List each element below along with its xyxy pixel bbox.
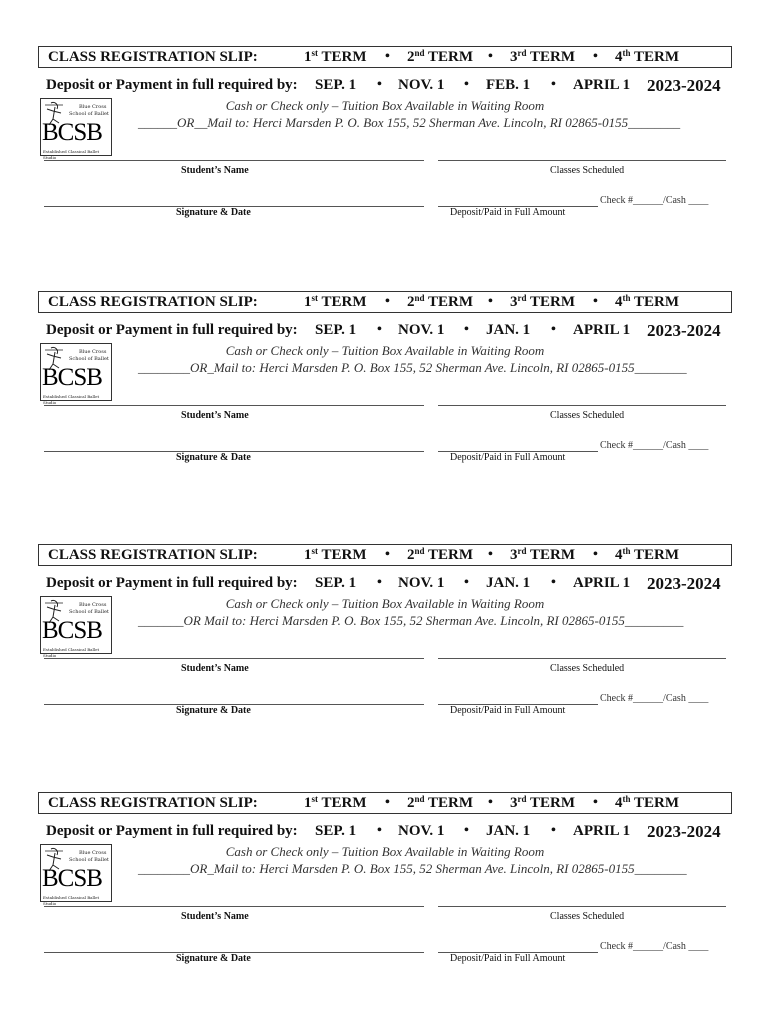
classes-scheduled-label: Classes Scheduled xyxy=(550,663,625,674)
classes-scheduled-label: Classes Scheduled xyxy=(550,911,625,922)
logo-line-2: School of Ballet xyxy=(69,356,109,362)
term-2[interactable] xyxy=(407,294,473,311)
bullet-separator: • xyxy=(385,547,390,562)
registration-slip xyxy=(0,291,770,491)
logo-line-1: Blue Cross xyxy=(79,850,107,856)
classes-scheduled-label: Classes Scheduled xyxy=(550,165,625,176)
term-number: 4 xyxy=(615,49,623,65)
logo-text: BCSB xyxy=(42,119,102,146)
payment-method-note: Cash or Check only – Tuition Box Available in Waiting Room xyxy=(225,98,545,113)
bullet-separator: • xyxy=(488,49,493,64)
term-suffix: rd xyxy=(517,546,527,556)
term-word: TERM xyxy=(529,795,575,811)
school-year: 2023-2024 xyxy=(647,574,721,593)
bullet-separator: • xyxy=(488,795,493,810)
logo-line-1: Blue Cross xyxy=(79,349,107,355)
bullet-separator: • xyxy=(551,77,556,92)
student-name-line[interactable] xyxy=(44,658,424,659)
term-4[interactable] xyxy=(615,547,679,564)
term-suffix: nd xyxy=(414,293,425,303)
student-name-label: Student’s Name xyxy=(181,165,249,176)
term-3[interactable] xyxy=(510,294,575,311)
deposit-row xyxy=(0,77,770,97)
due-date-2: NOV. 1 xyxy=(398,322,445,338)
term-2[interactable] xyxy=(407,795,473,812)
logo-text: BCSB xyxy=(42,364,102,391)
logo-text: BCSB xyxy=(42,617,102,644)
due-date-3: JAN. 1 xyxy=(486,322,531,338)
slip-title: CLASS REGISTRATION SLIP: xyxy=(48,294,258,310)
signature-date-label: Signature & Date xyxy=(176,705,251,716)
bullet-separator: • xyxy=(593,294,598,309)
term-word: TERM xyxy=(634,49,679,65)
term-4[interactable] xyxy=(615,294,679,311)
bullet-separator: • xyxy=(488,294,493,309)
term-4[interactable] xyxy=(615,795,679,812)
term-3[interactable] xyxy=(510,49,575,66)
term-word: TERM xyxy=(321,547,367,563)
due-date-2: NOV. 1 xyxy=(398,575,445,591)
due-date-3: FEB. 1 xyxy=(486,77,531,93)
bullet-separator: • xyxy=(377,322,382,337)
term-suffix: st xyxy=(311,293,318,303)
term-word: TERM xyxy=(428,294,473,310)
registration-slip xyxy=(0,46,770,246)
check-cash-field[interactable]: Check #______/Cash ____ xyxy=(600,195,709,206)
signature-date-label: Signature & Date xyxy=(176,953,251,964)
slip-title: CLASS REGISTRATION SLIP: xyxy=(48,547,258,563)
school-year: 2023-2024 xyxy=(647,321,721,340)
term-1[interactable] xyxy=(304,795,366,812)
term-number: 4 xyxy=(615,795,623,811)
term-3[interactable] xyxy=(510,547,575,564)
term-word: TERM xyxy=(529,294,575,310)
term-suffix: rd xyxy=(517,794,527,804)
bullet-separator: • xyxy=(385,49,390,64)
registration-slip xyxy=(0,544,770,744)
slip-header-box xyxy=(38,544,732,566)
bullet-separator: • xyxy=(464,77,469,92)
check-cash-field[interactable]: Check #______/Cash ____ xyxy=(600,693,709,704)
slip-header-box xyxy=(38,291,732,313)
term-suffix: th xyxy=(622,794,631,804)
slip-header-box xyxy=(38,46,732,68)
term-number: 2 xyxy=(407,547,415,563)
term-number: 1 xyxy=(304,795,312,811)
due-date-4: APRIL 1 xyxy=(573,77,631,93)
term-suffix: th xyxy=(622,293,631,303)
term-number: 3 xyxy=(510,49,518,65)
logo-line-2: School of Ballet xyxy=(69,857,109,863)
term-suffix: nd xyxy=(414,546,425,556)
term-word: TERM xyxy=(321,795,367,811)
deposit-paid-label: Deposit/Paid in Full Amount xyxy=(450,452,566,463)
deposit-paid-label: Deposit/Paid in Full Amount xyxy=(450,207,566,218)
term-1[interactable] xyxy=(304,49,366,66)
term-number: 4 xyxy=(615,547,623,563)
deposit-row xyxy=(0,322,770,342)
term-2[interactable] xyxy=(407,49,473,66)
due-date-1: SEP. 1 xyxy=(315,77,357,93)
deposit-label: Deposit or Payment in full required by: xyxy=(46,823,298,839)
due-date-3: JAN. 1 xyxy=(486,823,531,839)
logo-line-1: Blue Cross xyxy=(79,602,107,608)
student-name-line[interactable] xyxy=(44,405,424,406)
classes-scheduled-line[interactable] xyxy=(438,906,726,907)
bullet-separator: • xyxy=(385,294,390,309)
deposit-row xyxy=(0,823,770,843)
logo-line-2: School of Ballet xyxy=(69,609,109,615)
student-name-line[interactable] xyxy=(44,906,424,907)
term-word: TERM xyxy=(428,795,473,811)
check-cash-field[interactable]: Check #______/Cash ____ xyxy=(600,440,709,451)
term-number: 1 xyxy=(304,49,312,65)
bullet-separator: • xyxy=(464,575,469,590)
term-number: 3 xyxy=(510,294,518,310)
slip-header-box xyxy=(38,792,732,814)
bullet-separator: • xyxy=(551,322,556,337)
logo-tagline: Established Classical Ballet Studio xyxy=(43,647,100,658)
classes-scheduled-line[interactable] xyxy=(438,658,726,659)
logo-tagline: Established Classical Ballet Studio xyxy=(43,895,100,906)
term-3[interactable] xyxy=(510,795,575,812)
mail-to-line: ________OR_Mail to: Herci Marsden P. O. Box 155, 52 Sherman Ave. Lincoln, RI 02865-0155________ xyxy=(138,360,687,375)
term-suffix: th xyxy=(622,48,631,58)
term-word: TERM xyxy=(634,795,679,811)
signature-date-label: Signature & Date xyxy=(176,207,251,218)
due-date-4: APRIL 1 xyxy=(573,322,631,338)
bullet-separator: • xyxy=(551,823,556,838)
term-1[interactable] xyxy=(304,547,366,564)
student-name-label: Student’s Name xyxy=(181,663,249,674)
mail-to-line: _______OR Mail to: Herci Marsden P. O. Box 155, 52 Sherman Ave. Lincoln, RI 02865-0155_________ xyxy=(138,613,684,628)
term-suffix: nd xyxy=(414,48,425,58)
term-word: TERM xyxy=(634,547,679,563)
logo-tagline: Established Classical Ballet Studio xyxy=(43,149,100,160)
due-date-1: SEP. 1 xyxy=(315,322,357,338)
classes-scheduled-line[interactable] xyxy=(438,405,726,406)
due-date-2: NOV. 1 xyxy=(398,823,445,839)
mail-to-line: ________OR_Mail to: Herci Marsden P. O. Box 155, 52 Sherman Ave. Lincoln, RI 02865-0155________ xyxy=(138,861,687,876)
term-number: 1 xyxy=(304,547,312,563)
term-1[interactable] xyxy=(304,294,366,311)
bullet-separator: • xyxy=(551,575,556,590)
term-2[interactable] xyxy=(407,547,473,564)
payment-method-note: Cash or Check only – Tuition Box Available in Waiting Room xyxy=(225,596,545,611)
term-suffix: st xyxy=(311,48,318,58)
bullet-separator: • xyxy=(385,795,390,810)
term-number: 2 xyxy=(407,294,415,310)
deposit-paid-label: Deposit/Paid in Full Amount xyxy=(450,705,566,716)
bullet-separator: • xyxy=(593,795,598,810)
term-suffix: st xyxy=(311,794,318,804)
term-4[interactable] xyxy=(615,49,679,66)
logo-text: BCSB xyxy=(42,865,102,892)
term-suffix: rd xyxy=(517,48,527,58)
slip-title: CLASS REGISTRATION SLIP: xyxy=(48,49,258,65)
logo-line-2: School of Ballet xyxy=(69,111,109,117)
deposit-label: Deposit or Payment in full required by: xyxy=(46,575,298,591)
bullet-separator: • xyxy=(377,575,382,590)
classes-scheduled-label: Classes Scheduled xyxy=(550,410,625,421)
due-date-3: JAN. 1 xyxy=(486,575,531,591)
bullet-separator: • xyxy=(464,823,469,838)
payment-method-note: Cash or Check only – Tuition Box Available in Waiting Room xyxy=(225,844,545,859)
deposit-paid-label: Deposit/Paid in Full Amount xyxy=(450,953,566,964)
due-date-4: APRIL 1 xyxy=(573,823,631,839)
logo-line-1: Blue Cross xyxy=(79,104,107,110)
term-word: TERM xyxy=(529,547,575,563)
term-number: 3 xyxy=(510,795,518,811)
signature-date-label: Signature & Date xyxy=(176,452,251,463)
school-year: 2023-2024 xyxy=(647,822,721,841)
registration-slip xyxy=(0,792,770,992)
term-word: TERM xyxy=(428,547,473,563)
due-date-2: NOV. 1 xyxy=(398,77,445,93)
bullet-separator: • xyxy=(377,77,382,92)
check-cash-field[interactable]: Check #______/Cash ____ xyxy=(600,941,709,952)
bullet-separator: • xyxy=(593,547,598,562)
deposit-row xyxy=(0,575,770,595)
term-number: 2 xyxy=(407,795,415,811)
term-suffix: th xyxy=(622,546,631,556)
term-number: 4 xyxy=(615,294,623,310)
term-number: 1 xyxy=(304,294,312,310)
term-suffix: st xyxy=(311,546,318,556)
student-name-line[interactable] xyxy=(44,160,424,161)
classes-scheduled-line[interactable] xyxy=(438,160,726,161)
term-word: TERM xyxy=(634,294,679,310)
term-number: 2 xyxy=(407,49,415,65)
term-suffix: nd xyxy=(414,794,425,804)
logo-tagline: Established Classical Ballet Studio xyxy=(43,394,100,405)
deposit-label: Deposit or Payment in full required by: xyxy=(46,77,298,93)
student-name-label: Student’s Name xyxy=(181,911,249,922)
mail-to-line: ______OR__Mail to: Herci Marsden P. O. Box 155, 52 Sherman Ave. Lincoln, RI 02865-0155________ xyxy=(138,115,681,130)
term-word: TERM xyxy=(321,294,367,310)
due-date-4: APRIL 1 xyxy=(573,575,631,591)
student-name-label: Student’s Name xyxy=(181,410,249,421)
slip-title: CLASS REGISTRATION SLIP: xyxy=(48,795,258,811)
bullet-separator: • xyxy=(488,547,493,562)
bullet-separator: • xyxy=(377,823,382,838)
school-year: 2023-2024 xyxy=(647,76,721,95)
deposit-label: Deposit or Payment in full required by: xyxy=(46,322,298,338)
term-word: TERM xyxy=(529,49,575,65)
term-word: TERM xyxy=(428,49,473,65)
term-number: 3 xyxy=(510,547,518,563)
payment-method-note: Cash or Check only – Tuition Box Available in Waiting Room xyxy=(225,343,545,358)
bullet-separator: • xyxy=(593,49,598,64)
due-date-1: SEP. 1 xyxy=(315,823,357,839)
bullet-separator: • xyxy=(464,322,469,337)
due-date-1: SEP. 1 xyxy=(315,575,357,591)
term-suffix: rd xyxy=(517,293,527,303)
term-word: TERM xyxy=(321,49,367,65)
